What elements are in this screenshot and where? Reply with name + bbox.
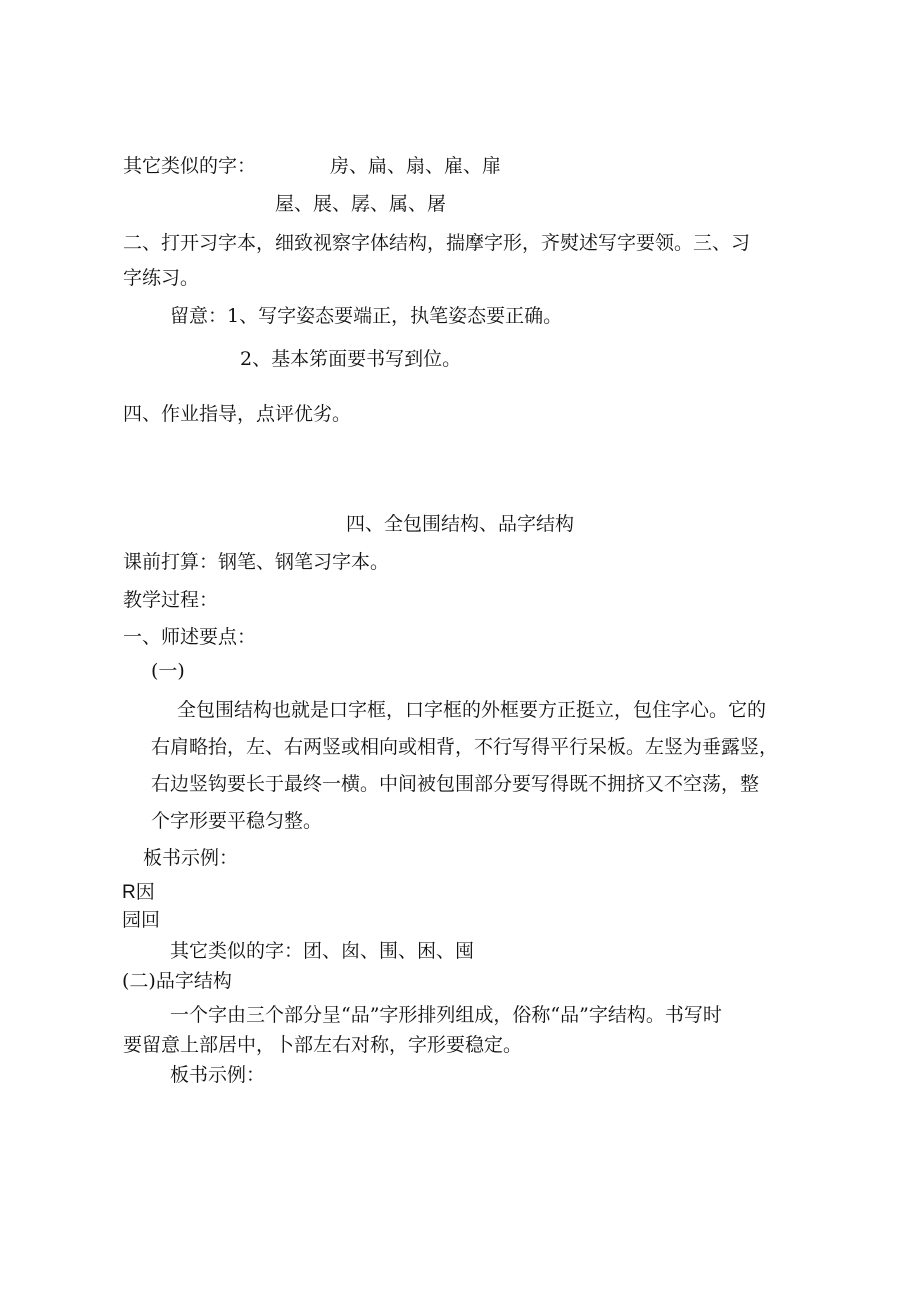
step-one-line: 一、师述要点： [123,626,257,648]
paragraph-line: 一个字由三个部分呈“品”字形排列组成，俗称“品”字结构。书写时 [170,1004,722,1026]
similar-chars-line-2: 其它类似的字：团、囱、围、困、囤 [170,940,475,962]
sub-one-marker: (一) [151,660,185,682]
paragraph-line: 个字形要平稳匀整。 [151,810,323,832]
paragraph-line: 要留意上部居中，卜部左右对称，字形要稳定。 [123,1034,523,1056]
step-two-text: 二、打开习字本，细致视察字体结构，揣摩字形，齐熨述写字要领。三、习 [123,232,751,254]
paragraph-line: 右肩略抬，左、右两竖或相向或相背，不行写得平行呆板。左竖为垂露竖， [151,736,779,758]
board-example-label: 板书示例： [143,847,239,869]
board-example-chars-2: 园回 [122,909,161,931]
step-two-continued: 字练习。 [123,267,200,289]
similar-chars-list-2: 屋、展、孱、属、屠 [275,193,447,215]
note-two: 2、基本笫面要书写到位。 [240,348,462,370]
similar-chars-list: 房、扁、扇、雇、扉 [330,155,502,177]
note-one: 留意：1、写字姿态要端正，执笔姿态要正确。 [170,305,563,327]
process-line: 教学过程： [123,589,219,611]
sub-two-heading: (二)品字结构 [122,970,232,992]
paragraph-line: 全包围结构也就是口字框，口字框的外框要方正挺立，包住字心。它的 [177,699,767,721]
similar-chars-label: 其它类似的字： [123,155,257,177]
section-heading: 四、全包围结构、品字结构 [345,513,574,535]
board-example-label-2: 板书示例： [170,1064,266,1086]
paragraph-line: 右边竖钩要长于最终一横。中间被包围部分要写得既不拥挤又不空荡，整 [151,773,760,795]
step-four-text: 四、作业指导，点评优劣。 [123,403,352,425]
similar-chars-line [123,157,501,176]
prep-line: 课前打算：钢笔、钢笔习字本。 [123,551,390,573]
board-example-chars: R因 [122,882,155,903]
